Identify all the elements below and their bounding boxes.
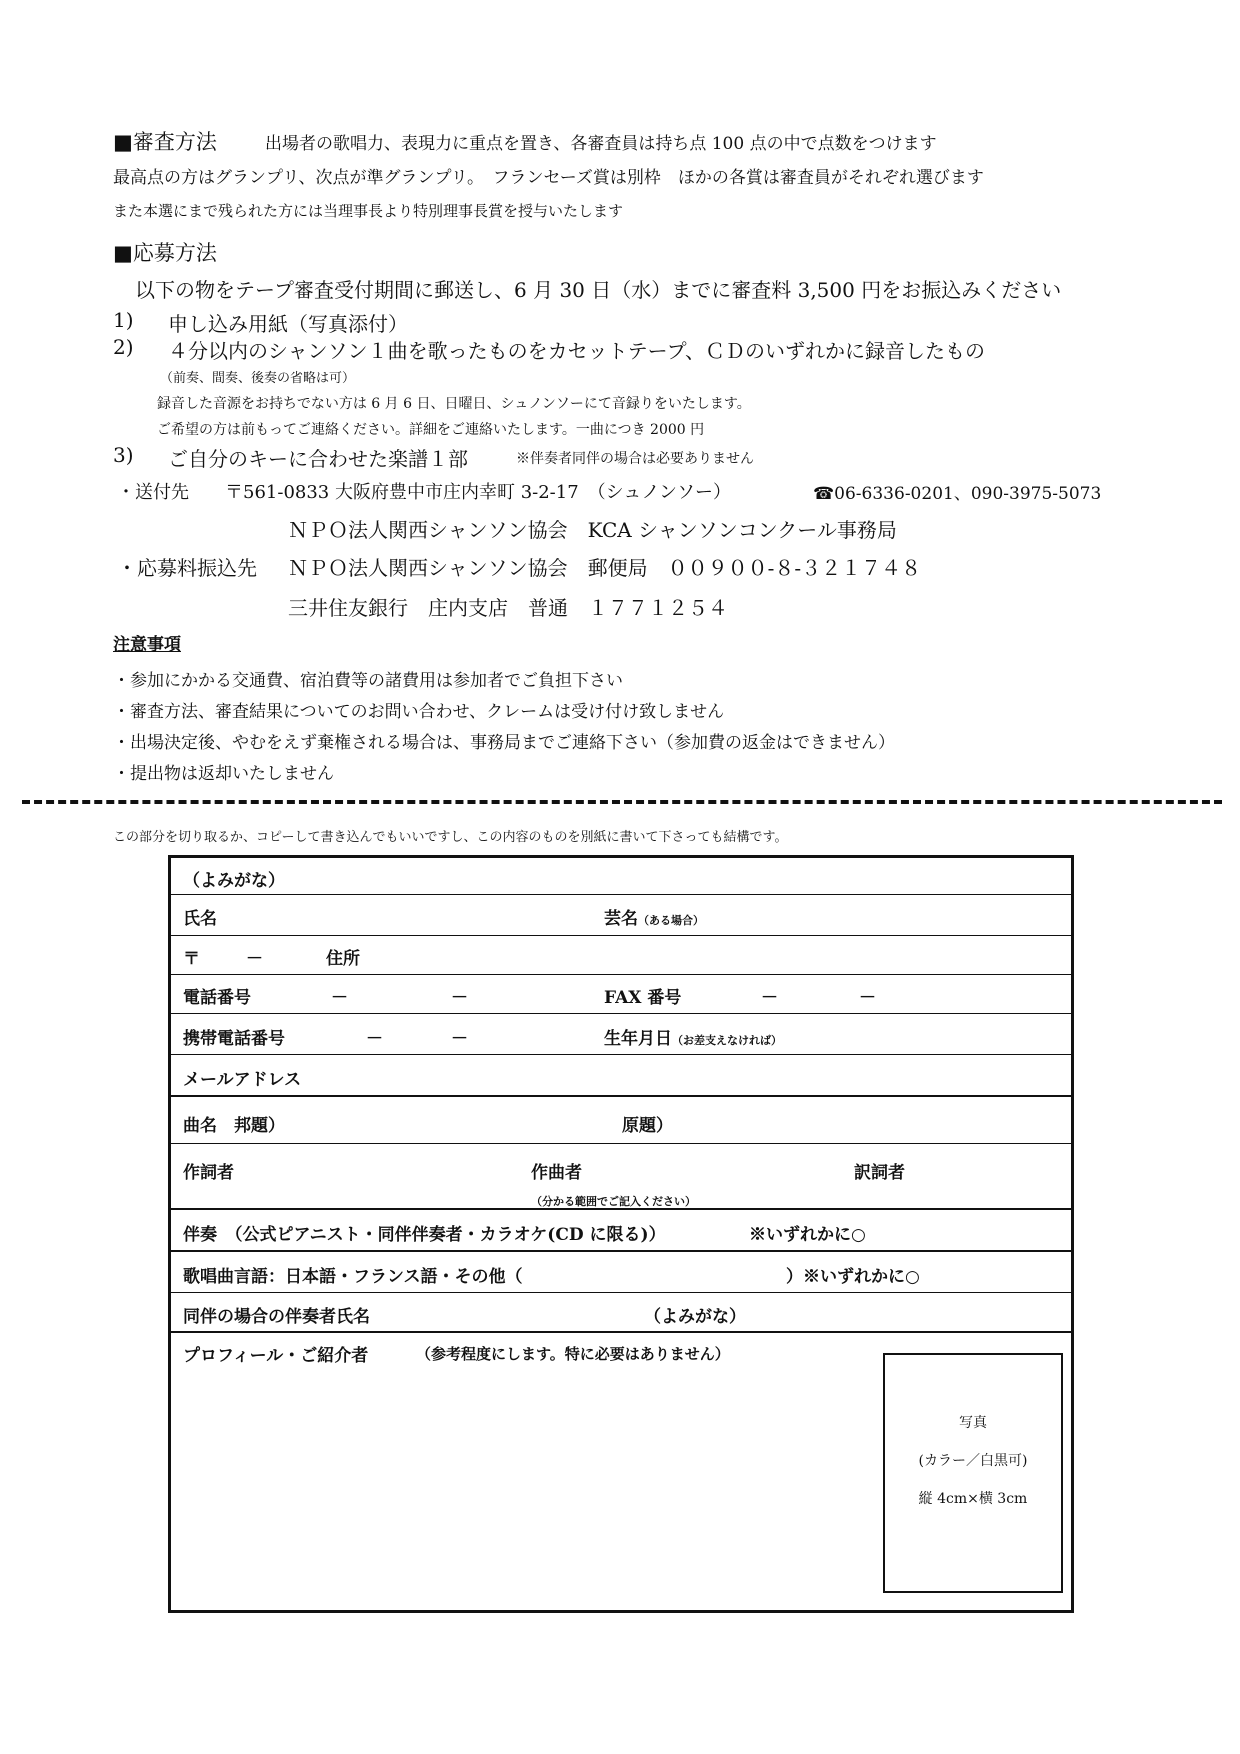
phone-dash: － — [331, 988, 348, 1008]
profile-note: （参考程度にします。特に必要はありません） — [416, 1345, 730, 1363]
form-divider — [171, 974, 1071, 975]
language-note: ）※いずれかに○ — [786, 1267, 920, 1287]
composer-note: （分かる範囲でご記入ください） — [531, 1195, 696, 1208]
apply-item-2-note-3: ご希望の方は前もってご連絡ください。詳細をご連絡いたします。一曲につき 2000 円 — [157, 422, 705, 438]
fee-label: ・応募料振込先 — [117, 556, 257, 580]
send-label: ・送付先 — [117, 482, 189, 503]
apply-item-1: 申し込み用紙（写真添付） — [168, 312, 408, 336]
address-label: 住所 — [326, 949, 360, 969]
notes-item: ・提出物は返却いたしません — [113, 764, 334, 784]
form-divider — [171, 1292, 1071, 1293]
form-divider — [171, 1095, 1071, 1097]
notes-item: ・審査方法、審査結果についてのお問い合わせ、クレームは受け付け致しません — [113, 702, 725, 722]
accompaniment-label: 伴奏 （公式ピアニスト・同伴伴奏者・カラオケ(CD に限る)） — [183, 1225, 666, 1245]
send-address: 〒561-0833 大阪府豊中市庄内幸町 3-2-17 （シュノンソー） — [225, 482, 731, 503]
yomigana-label: （よみがな） — [183, 871, 285, 891]
apply-item-2-number: 2) — [113, 335, 134, 359]
mobile-label: 携帯電話番号 — [183, 1029, 285, 1049]
phone-dash: － — [451, 988, 468, 1008]
form-divider — [171, 1013, 1071, 1014]
apply-item-1-number: 1) — [113, 308, 134, 332]
apply-item-3: ご自分のキーに合わせた楽譜１部 — [168, 447, 468, 471]
send-phone: ☎06-6336-0201、090-3975-5073 — [813, 484, 1102, 504]
birthday-label: 生年月日（お差支えなければ） — [604, 1029, 782, 1049]
form-divider — [171, 1331, 1071, 1333]
apply-item-3-number: 3) — [113, 443, 134, 467]
language-label: 歌唱曲言語：日本語・フランス語・その他（ — [183, 1267, 523, 1287]
form-divider — [171, 894, 1071, 895]
email-label: メールアドレス — [183, 1070, 302, 1090]
accompanist-name-label: 同伴の場合の伴奏者氏名 — [183, 1307, 370, 1327]
notes-item: ・出場決定後、やむをえず棄権される場合は、事務局までご連絡下さい（参加費の返金はできません） — [113, 733, 895, 753]
form-divider — [171, 1054, 1071, 1055]
notes-heading: 注意事項 — [113, 635, 181, 655]
photo-title: 写真 — [959, 1415, 987, 1431]
fee-line-1: ＮＰＯ法人関西シャンソン協会 郵便局 ００９００-８-３２１７４８ — [288, 556, 922, 580]
exam-line-1: 出場者の歌唱力、表現力に重点を置き、各審査員は持ち点 100 点の中で点数をつけます — [265, 134, 937, 154]
apply-item-2-note-1: （前奏、間奏、後奏の省略は可） — [160, 371, 356, 386]
accompanist-yomigana-label: （よみがな） — [644, 1307, 746, 1327]
cut-note: この部分を切り取るか、コピーして書き込んでもいいですし、この内容のものを別紙に書いて下さっても結構です。 — [113, 830, 788, 845]
apply-intro: 以下の物をテープ審査受付期間に郵送し、6 月 30 日（水）までに審査料 3,500 円をお振込みください — [135, 278, 1062, 302]
accompaniment-note: ※いずれかに○ — [749, 1225, 866, 1245]
original-title-label: 原題） — [622, 1116, 673, 1136]
apply-heading: ■応募方法 — [113, 241, 217, 265]
photo-size-note: 縦 4cm×横 3cm — [918, 1491, 1028, 1507]
mobile-dash: － — [366, 1029, 383, 1049]
apply-item-3-note: ※伴奏者同伴の場合は必要ありません — [516, 451, 754, 467]
form-divider — [171, 1143, 1071, 1144]
mobile-dash: － — [451, 1029, 468, 1049]
exam-line-2: 最高点の方はグランプリ、次点が準グランプリ。 フランセーズ賞は別枠 ほかの各賞は審査員がそれぞれ選びます — [113, 168, 984, 188]
notes-item: ・参加にかかる交通費、宿泊費等の諸費用は参加者でご負担下さい — [113, 671, 623, 691]
form-divider — [171, 1208, 1071, 1210]
translator-label: 訳詞者 — [854, 1163, 905, 1183]
cut-line — [22, 800, 1222, 804]
song-title-label: 曲名 邦題） — [183, 1116, 285, 1136]
photo-color-note: (カラー／白黒可) — [918, 1453, 1028, 1469]
fax-dash: － — [761, 988, 778, 1008]
form-divider — [171, 935, 1071, 936]
lyricist-label: 作詞者 — [183, 1163, 234, 1183]
name-label: 氏名 — [183, 909, 217, 929]
fax-dash: － — [859, 988, 876, 1008]
composer-label: 作曲者 — [531, 1163, 582, 1183]
apply-item-2: ４分以内のシャンソン１曲を歌ったものをカセットテープ、ＣＤのいずれかに録音したもの — [168, 339, 985, 363]
form-divider — [171, 1250, 1071, 1252]
exam-line-3: また本選にまで残られた方には当理事長より特別理事長賞を授与いたします — [113, 202, 624, 220]
postal-dash: － — [246, 949, 263, 969]
profile-label: プロフィール・ご紹介者 — [183, 1346, 369, 1366]
send-organization: ＮＰＯ法人関西シャンソン協会 KCA シャンソンコンクール事務局 — [288, 518, 897, 542]
application-form — [168, 855, 1074, 1613]
fax-label: FAX 番号 — [604, 988, 682, 1008]
apply-item-2-note-2: 録音した音源をお持ちでない方は 6 月 6 日、日曜日、シュノンソーにて音録りをいたします。 — [157, 396, 751, 412]
phone-label: 電話番号 — [183, 988, 251, 1008]
exam-heading: ■審査方法 — [113, 130, 217, 154]
stage-name-label: 芸名（ある場合） — [604, 909, 704, 929]
postal-label: 〒 — [183, 949, 200, 969]
fee-line-2: 三井住友銀行 庄内支店 普通 １７７１２５４ — [288, 596, 728, 620]
photo-box — [883, 1353, 1063, 1593]
